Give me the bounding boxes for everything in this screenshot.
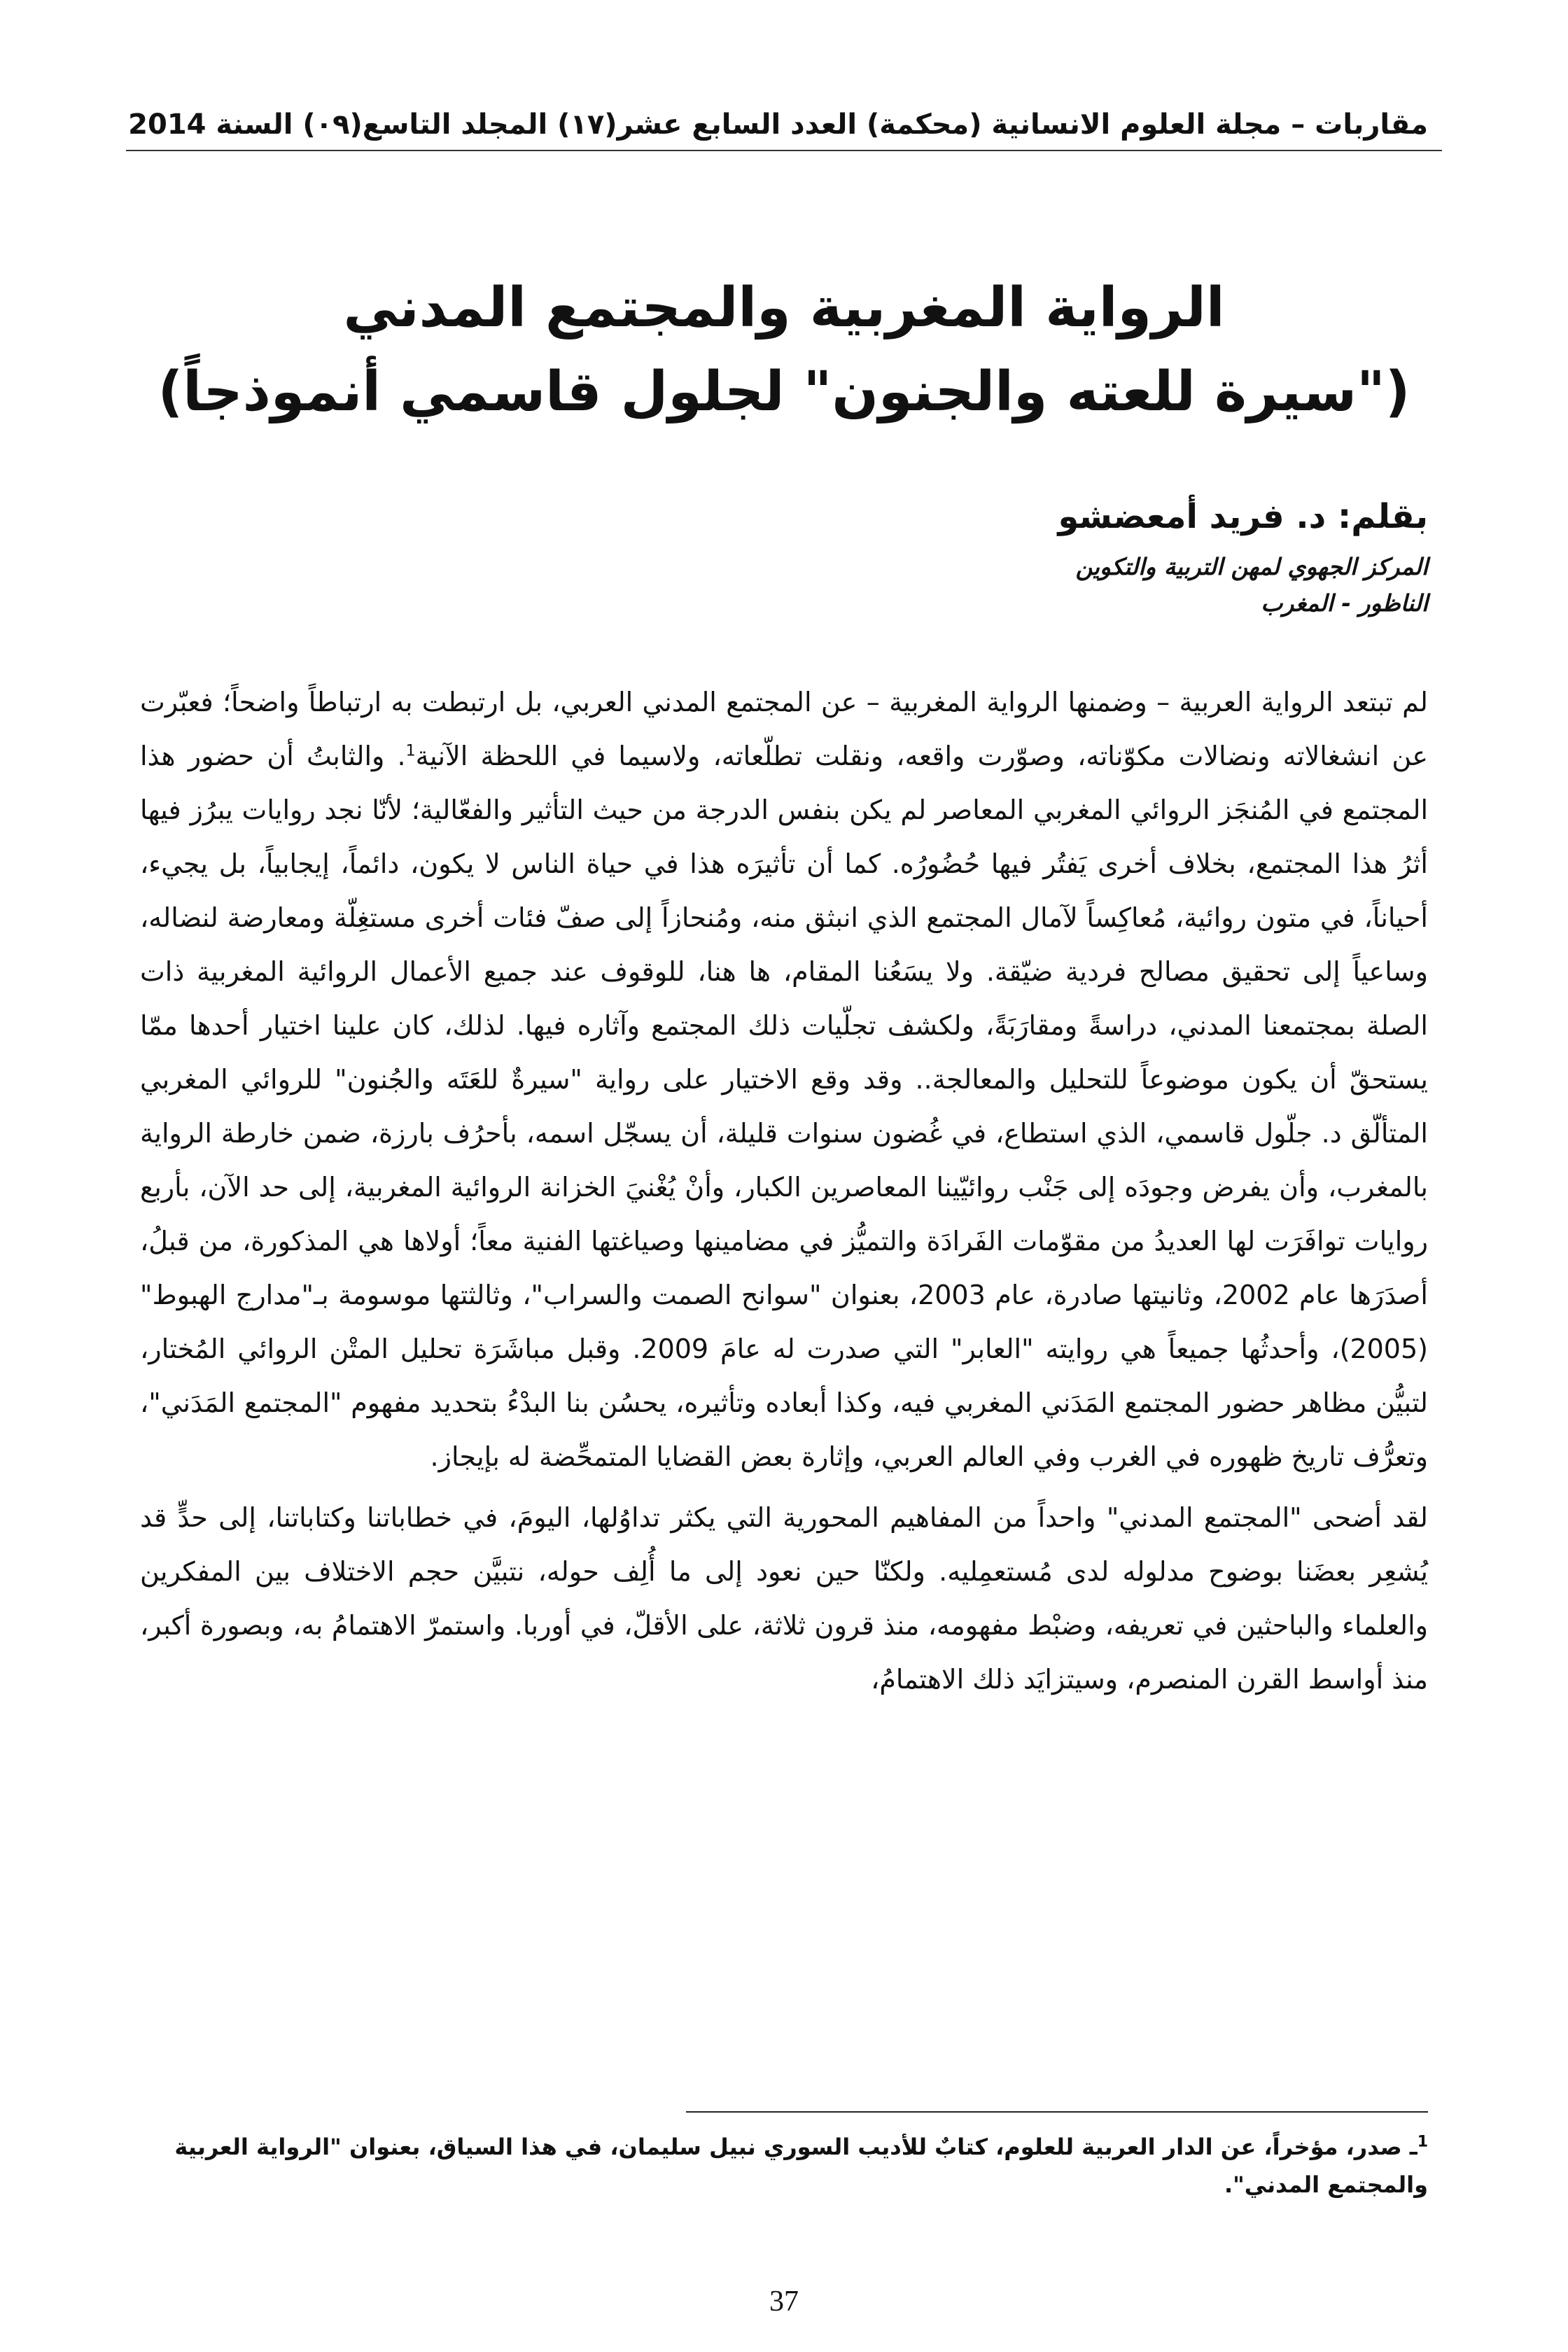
page-number: 37 <box>769 2286 799 2318</box>
paragraph-1 <box>140 676 1428 1484</box>
article-title <box>140 266 1428 434</box>
paragraph-1-rest: . والثابتُ أن حضور هذا المجتمع في المُنجَز الروائي المغربي المعاصر لم يكن بنفس الدرجة من حيث التأثير والفعّالية؛ لأنّا نجد روايات يبرُز فيها أثرُ هذا المجتمع، بخلاف أخرى يَفتُر فيها حُضُورُه. كما أن تأثيرَه هذا في حياة الناس لا يكون، دائماً، إيجابياً، بل يجيء، أحياناً، في متون روائية، مُعاكِساً لآمال المجتمع الذي انبثق منه، ومُنحازاً إلى صفّ فئات أخرى مستغِلّة ومعارضة لنضاله، وساعياً إلى تحقيق مصالح فردية ضيّقة. ولا يسَعُنا المقام، ها هنا، للوقوف عند جميع الأعمال الروائية المغربية ذات الصلة بمجتمعنا المدني، دراسةً ومقارَبَةً، ولكشف تجلّيات ذلك المجتمع وآثاره فيها. لذلك، كان علينا اختيار أحدها ممّا يستحقّ أن يكون موضوعاً للتحليل والمعالجة.. وقد وقع الاختيار على رواية "سيرةٌ للعَتَه والجُنون" للروائي المغربي المتألّق د. جلّول قاسمي، الذي استطاع، في غُضون سنوات قليلة، أن يسجّل اسمه، بأحرُف بارزة، ضمن خارطة الرواية بالمغرب، وأن يفرض وجودَه إلى جَنْب روائيّينا المعاصرين الكبار، وأنْ يُغْنيَ الخزانة الروائية المغربية، إلى حد الآن، بأربع روايات توافَرَت لها العديدُ من مقوّمات الفَرادَة والتميُّز في مضامينها وصياغتها الفنية معاً؛ أولاها هي المذكورة، من قبلُ، أصدَرَها عام 2002، وثانيتها صادرة، عام 2003، بعنوان "سوانح الصمت والسراب"، وثالثتها موسومة بـ"مدارج الهبوط" (2005)، وأحدثُها جميعاً هي روايته "العابر" التي صدرت له عامَ 2009. وقبل مباشَرَة تحليل المتْن الروائي المُختار، لتبيُّن مظاهر حضور المجتمع المَدَني المغربي فيه، وكذا أبعاده وتأثيره، يحسُن بنا البدْءُ بتحديد مفهوم "المجتمع المَدَني"، وتعرُّف تاريخ ظهوره في الغرب وفي العالم العربي، وإثارة بعض القضايا المتمحِّضة له بإيجاز. <box>140 741 1428 1472</box>
footnote-text: ـ صدر، مؤخراً، عن الدار العربية للعلوم، كتابٌ للأديب السوري نبيل سليمان، في هذا السياق، بعنوان "الرواية العربية والمجتمع المدني". <box>174 2134 1428 2198</box>
author-name: بقلم: د. فريد أمعضشو <box>1058 497 1428 536</box>
header-rule <box>126 150 1442 151</box>
title-line-2: ("سيرة للعته والجنون" لجلول قاسمي أنموذجاً) <box>158 360 1410 424</box>
paragraph-2: لقد أضحى "المجتمع المدني" واحداً من المفاهيم المحورية التي يكثر تداوُلها، اليومَ، في خطاباتنا وكتاباتنا، إلى حدٍّ قد يُشعِر بعضَنا بوضوح مدلوله لدى مُستعمِليه. ولكنّا حين نعود إلى ما أُلِف حوله، نتبيَّن حجم الاختلاف بين المفكرين والعلماء والباحثين في تعريفه، وضبْط مفهومه، منذ قرون ثلاثة، على الأقلّ، في أوربا. واستمرّ الاهتمامُ به، وبصورة أكبر، منذ أواسط القرن المنصرم، وسيتزايَد ذلك الاهتمامُ، <box>140 1502 1428 1695</box>
footnote <box>140 2128 1428 2204</box>
footnote-rule <box>686 2111 1428 2113</box>
footnote-marker: 1 <box>1417 2133 1428 2151</box>
author-location: الناظور - المغرب <box>1261 589 1428 617</box>
running-head: مقاربات – مجلة العلوم الانسانية (محكمة) العدد السابع عشر(١٧) المجلد التاسع(٠٩) السنة 2014 <box>128 108 1428 141</box>
paragraph-1-start: لم تبتعد الرواية العربية – وضمنها الرواية المغربية – عن المجتمع المدني العربي، بل ارتبطت به ارتباطاً واضحاً؛ فعبّرت عن انشغالاته ونضالات مكوّناته، وصوّرت واقعه، ونقلت تطلّعاته، ولاسيما في اللحظة الآنية <box>140 687 1428 771</box>
footnote-reference: 1 <box>405 742 416 760</box>
article-body <box>140 676 1428 1707</box>
author-info <box>588 490 1428 622</box>
title-line-1: الرواية المغربية والمجتمع المدني <box>343 276 1225 340</box>
author-affiliation: المركز الجهوي لمهن التربية والتكوين <box>1075 553 1428 580</box>
